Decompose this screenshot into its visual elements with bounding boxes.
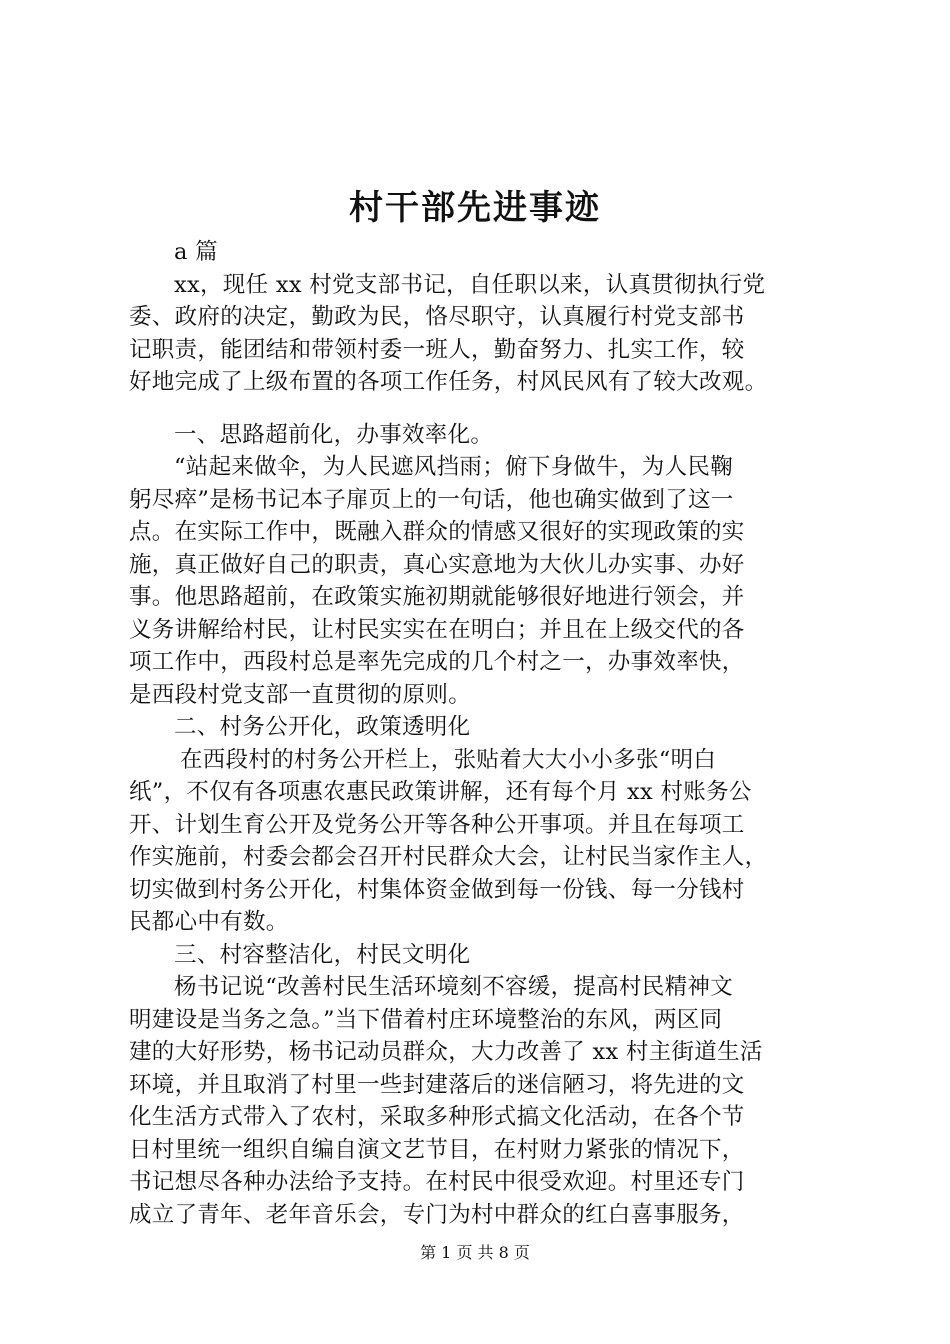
section-heading: 二、村务公开化，政策透明化: [174, 714, 471, 740]
paragraph-line: 民都心中有数。: [129, 909, 289, 935]
paragraph-gap: [129, 399, 859, 419]
paragraph-line: 日村里统一组织自编自演文艺节目，在村财力紧张的情况下，: [129, 1136, 745, 1163]
paragraph-line: 成立了青年、老年音乐会，专门为村中群众的红白喜事服务，: [129, 1201, 745, 1228]
paragraph-line: 委、政府的决定，勤政为民，恪尽职守，认真履行村党支部书: [129, 304, 745, 330]
paragraph-line: “站起来做伞，为人民遮风挡雨；俯下身做牛，为人民鞠: [174, 454, 734, 480]
paragraph-line: 项工作中，西段村总是率先完成的几个村之一，办事效率快，: [129, 649, 745, 675]
paragraph-line: 化生活方式带入了农村，采取多种形式搞文化活动，在各个节: [129, 1104, 745, 1130]
paragraph-line: 记职责，能团结和带领村委一班人，勤奋努力、扎实工作，较: [129, 336, 745, 363]
paragraph-line: 纸”，不仅有各项惠农惠民政策讲解，还有每个月 xx 村账务公: [129, 779, 752, 805]
paragraph-line: 作实施前，村委会都会召开村民群众大会，让村民当家作主人，: [129, 844, 768, 870]
paragraph-line: 好地完成了上级布置的各项工作任务，村风民风有了较大改观。: [129, 369, 768, 395]
paragraph-line: 义务讲解给村民，让村民实实在在明白；并且在上级交代的各: [129, 616, 745, 643]
document-title: 村干部先进事迹: [349, 188, 601, 228]
paragraph-line: 书记想尽各种办法给予支持。在村民中很受欢迎。村里还专门: [129, 1169, 745, 1195]
section-heading: 三、村容整洁化，村民文明化: [174, 941, 471, 968]
page-footer: 第 1 页 共 8 页: [420, 1243, 530, 1262]
paragraph-line: 躬尽瘁”是杨书记本子扉页上的一句话，他也确实做到了这一: [129, 486, 734, 513]
paragraph-line: 事。他思路超前，在政策实施初期就能够很好地进行领会，并: [129, 584, 745, 610]
paragraph-line: 开、计划生育公开及党务公开等各种公开事项。并且在每项工: [129, 811, 745, 838]
section-label: a 篇: [174, 239, 218, 265]
document-body: [129, 236, 859, 1231]
paragraph-line: 施，真正做好自己的职责，真心实意地为大伙儿办实事、办好: [129, 551, 745, 578]
paragraph-line: 切实做到村务公开化，村集体资金做到每一份钱、每一分钱村: [129, 876, 745, 903]
paragraph-line: 建的大好形势，杨书记动员群众，大力改善了 xx 村主街道生活: [129, 1039, 763, 1065]
paragraph-line: 杨书记说“改善村民生活环境刻不容缓，提高村民精神文: [174, 974, 734, 1000]
section-heading: 一、思路超前化，办事效率化。: [174, 421, 494, 448]
paragraph-line: 是西段村党支部一直贯彻的原则。: [129, 681, 472, 708]
paragraph-line: 明建设是当务之急。”当下借着村庄环境整治的东风，两区同: [129, 1006, 723, 1033]
paragraph-line: 在西段村的村务公开栏上，张贴着大大小小多张“明白: [180, 746, 717, 773]
paragraph-line: xx，现任 xx 村党支部书记，自任职以来，认真贯彻执行党: [174, 271, 766, 298]
paragraph-line: 点。在实际工作中，既融入群众的情感又很好的实现政策的实: [129, 519, 745, 545]
paragraph-line: 环境，并且取消了村里一些封建落后的迷信陋习，将先进的文: [129, 1071, 745, 1098]
